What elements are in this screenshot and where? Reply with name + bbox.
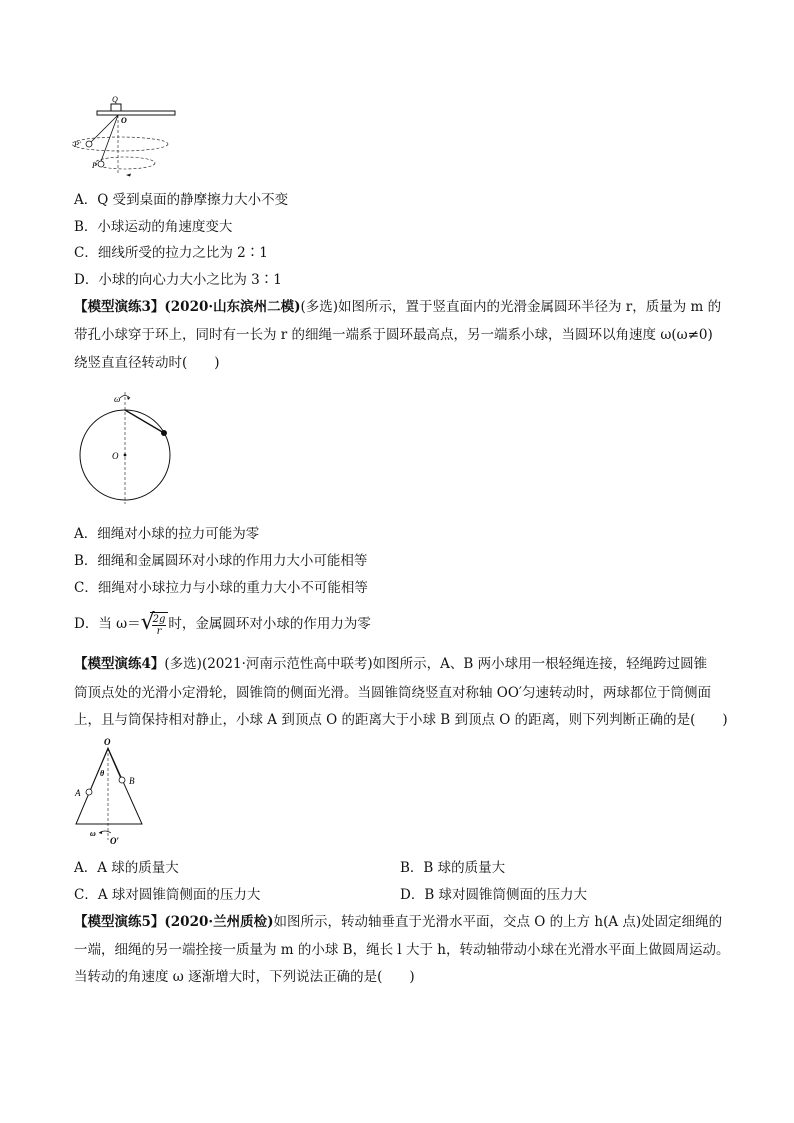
q2-option-a: A．Q 受到桌面的静摩擦力大小不变 (74, 192, 289, 208)
label-o: O (104, 737, 111, 747)
figure-conical-pendulum (70, 92, 190, 178)
string-lower (100, 115, 118, 164)
q3-source: (2020·山东滨州二模) (164, 299, 301, 315)
ball-p-prime (86, 141, 92, 147)
label-p: P (92, 161, 97, 170)
q3-option-d (74, 612, 371, 637)
label-b: B (129, 776, 135, 786)
q3-line-1 (74, 298, 721, 316)
label-o: O (112, 451, 119, 461)
q5-line-1 (74, 913, 722, 931)
ball-a (86, 789, 92, 795)
center-dot (124, 454, 127, 457)
q2-option-c: C．细线所受的拉力之比为 2∶1 (74, 245, 268, 261)
label-theta: θ (100, 769, 105, 778)
rope (125, 410, 164, 433)
string-upper (90, 115, 118, 143)
label-a: A (75, 788, 81, 798)
q5-line-3: 当转动的角速度 ω 逐渐增大时，下列说法正确的是( ) (74, 969, 415, 985)
frac-numerator: 2g (152, 614, 166, 625)
q3-text-1: (多选)如图所示，置于竖直面内的光滑金属圆环半径为 r，质量为 m 的 (300, 299, 722, 315)
block-q (111, 104, 121, 111)
frac-denominator: r (156, 626, 162, 637)
label-o: O (121, 116, 127, 125)
cone-body (76, 748, 142, 824)
label-omega: ω (114, 394, 121, 404)
q4-line-2: 筒顶点处的光滑小定滑轮，圆锥筒的侧面光滑。当圆锥筒绕竖直对称轴 OO′匀速转动时，两球都位于筒侧面 (74, 685, 711, 701)
figure-rotating-ring (72, 386, 182, 504)
q3-option-d-suffix: 时，金属圆环对小球的作用力为零 (168, 616, 371, 632)
label-o-prime: O′ (110, 836, 120, 846)
ball-b (119, 777, 125, 783)
rope-b (108, 749, 121, 779)
ball-p (98, 161, 104, 167)
q4-tag: 【模型演练4】 (74, 656, 165, 672)
q5-text-1: 如图所示，转动轴垂直于光滑水平面，交点 O 的上方 h(A 点)处固定细绳的 (273, 914, 723, 930)
label-p-prime: P′ (74, 140, 81, 149)
table-top (97, 111, 175, 115)
q4-option-b: B．B 球的质量大 (400, 860, 506, 876)
sqrt-expression: √ $\frac{2g}{r}$ (141, 612, 169, 637)
label-q: Q (112, 95, 118, 104)
q2-option-d: D．小球的向心力大小之比为 3∶1 (74, 272, 282, 288)
q4-option-c: C．A 球对圆锥筒侧面的压力大 (74, 887, 261, 903)
q2-option-b: B．小球运动的角速度变大 (74, 219, 233, 235)
rope-a (90, 749, 108, 791)
q4-line-1 (74, 655, 707, 673)
q3-option-c: C．细绳对小球拉力与小球的重力大小不可能相等 (74, 580, 368, 596)
label-omega: ω (90, 829, 96, 838)
q3-tag: 【模型演练3】 (74, 299, 165, 315)
q5-line-2: 一端，细绳的另一端拴接一质量为 m 的小球 B，绳长 l 大于 h，转动轴带动小球在光滑水平面上做圆周运动。 (74, 942, 730, 958)
q3-option-d-prefix: D．当 ω＝ (74, 616, 141, 632)
q5-tag: 【模型演练5】 (74, 914, 165, 930)
q3-option-a: A．细绳对小球的拉力可能为零 (74, 526, 260, 542)
q5-source: (2020·兰州质检) (164, 914, 274, 930)
q4-text-1: (多选)(2021·河南示范性高中联考)如图所示，A、B 两小球用一根轻绳连接，轻绳跨过圆锥 (164, 656, 708, 672)
q3-line-2: 带孔小球穿于环上，同时有一长为 r 的细绳一端系于圆环最高点，另一端系小球，当圆环以角速度 ω(ω≠0) (74, 327, 713, 343)
q4-option-a: A．A 球的质量大 (74, 860, 179, 876)
q3-option-b: B．细绳和金属圆环对小球的作用力大小可能相等 (74, 553, 368, 569)
figure-cone (70, 736, 160, 848)
q3-line-3: 绕竖直直径转动时( ) (74, 355, 220, 371)
q4-line-3: 上，且与筒保持相对静止，小球 A 到顶点 O 的距离大于小球 B 到顶点 O 的距离，则下列判断正确的是( ) (74, 712, 728, 728)
q4-option-d: D．B 球对圆锥筒侧面的压力大 (400, 887, 588, 903)
bead-ball (161, 430, 167, 436)
